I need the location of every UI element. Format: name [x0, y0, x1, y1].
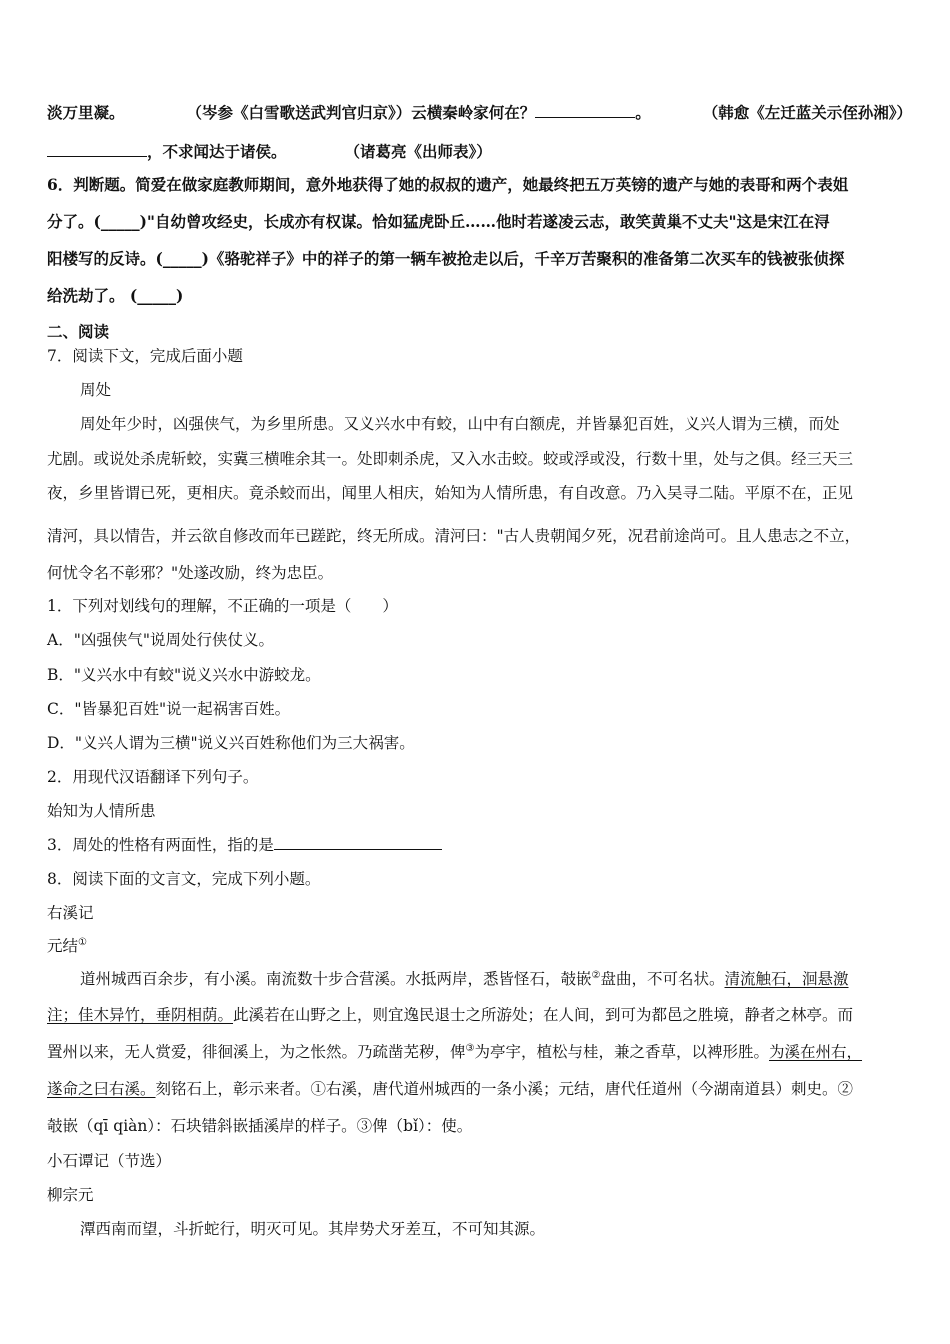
- q5-line-1: [47, 101, 913, 123]
- q7-sub2-question: 2．用现代汉语翻译下列句子。: [47, 768, 259, 786]
- q5-source-cen-can: （岑参《白雪歌送武判官归京》）云横秦岭家何在？: [186, 103, 536, 122]
- author-name: 元结: [47, 937, 79, 955]
- passage-text: 置州以来，无人赏爱，徘徊溪上，为之怅然。乃疏凿芜秽，俾: [47, 1043, 466, 1061]
- passage-text: 刻铭石上，彰示来者。①右溪，唐代道州城西的一条小溪；元结，唐代任道州（今湖南道县）刺史。②: [155, 1080, 854, 1098]
- q7-passage-title: 周处: [80, 381, 112, 399]
- q6-line-3: 阳楼写的反诗。(_____)《骆驼祥子》中的祥子的第一辆车被抢走以后，千辛万苦聚积的准备第二次买车的钱被张侦探: [47, 249, 845, 268]
- q8-passage-line: [47, 1040, 910, 1062]
- footnote-marker: ③: [465, 1042, 475, 1054]
- q7-sub1-option-b[interactable]: B．"义兴水中有蛟"说义兴水中游蛟龙。: [47, 666, 321, 684]
- q8-author-1: [47, 934, 910, 956]
- answer-blank[interactable]: [274, 834, 442, 851]
- q8-passage-line: 潭西南而望，斗折蛇行，明灭可见。其岸势犬牙差互，不可知其源。: [80, 1220, 546, 1238]
- q8-intro: 8．阅读下面的文言文，完成下列小题。: [47, 870, 321, 888]
- q7-passage-line: 何忧令名不彰邪？"处遂改励，终为忠臣。: [47, 564, 334, 582]
- q5-line-2: [47, 140, 910, 162]
- q5-text: 。: [635, 103, 651, 122]
- passage-text: 此溪若在山野之上，则宜逸民退士之所游处；在人间，到可为都邑之胜境，静者之林亭。而: [233, 1006, 854, 1024]
- underlined-sentence: 注；佳木异竹，垂阴相荫。: [47, 1006, 234, 1024]
- q7-sub2-sentence: 始知为人情所患: [47, 802, 156, 820]
- q7-passage-line: 清河，具以情告，并云欲自修改而年已蹉跎，终无所成。清河曰："古人贵朝闻夕死，况君前途尚可。且人患志之不立，: [47, 527, 861, 545]
- q8-passage-line: [80, 967, 910, 989]
- q6-line-4: 给洗劫了。 (_____): [47, 286, 184, 305]
- underlined-sentence: 清流触石，洄悬激: [724, 970, 849, 988]
- q7-sub1-option-d[interactable]: D．"义兴人谓为三横"说义兴百姓称他们为三大祸害。: [47, 734, 415, 752]
- answer-blank[interactable]: [47, 141, 147, 158]
- q5-text: ，不求闻达于诸侯。: [147, 142, 287, 161]
- footnote-marker: ②: [591, 969, 601, 981]
- passage-text: 为亭宇，植松与桂，兼之香草，以裨形胜。: [474, 1043, 769, 1061]
- q7-sub3-question: 3．周处的性格有两面性，指的是: [47, 836, 274, 854]
- underlined-sentence: 遂命之曰右溪。: [47, 1080, 156, 1098]
- q8-title-right-creek: 右溪记: [47, 904, 94, 922]
- passage-text: 盘曲，不可名状。: [600, 970, 725, 988]
- q6-line-1: 6．判断题。简爱在做家庭教师期间，意外地获得了她的叔叔的遗产，她最终把五万英镑的遗产与她的表哥和两个表姐: [47, 175, 849, 194]
- q7-sub1-option-a[interactable]: A．"凶强侠气"说周处行侠仗义。: [47, 631, 274, 649]
- q6-line-2: 分了。(_____)"自幼曾攻经史，长成亦有权谋。恰如猛虎卧丘……他时若遂凌云志，敢笑黄巢不丈夫"这是宋江在浔: [47, 212, 830, 231]
- q5-source-han-yu: （韩愈《左迁蓝关示侄孙湘》）: [702, 103, 913, 122]
- q5-source-zhuge-liang: （诸葛亮《出师表》）: [344, 142, 492, 161]
- q8-author-2: 柳宗元: [47, 1186, 94, 1204]
- underlined-sentence: 为溪在州右，: [769, 1043, 863, 1061]
- q7-sub1-option-c[interactable]: C．"皆暴犯百姓"说一起祸害百姓。: [47, 700, 291, 718]
- q7-passage-line: 夜，乡里皆谓已死，更相庆。竟杀蛟而出，闻里人相庆，始知为人情所患，有自改意。乃入吴寻二陆。平原不在，正见: [47, 484, 854, 502]
- q8-footnotes: 攲嵌（qī qiàn）：石块错斜嵌插溪岸的样子。③俾（bǐ）：使。: [47, 1117, 473, 1135]
- answer-blank[interactable]: [535, 102, 635, 119]
- passage-text: 道州城西百余步，有小溪。南流数十步合营溪。水抵两岸，悉皆怪石，攲嵌: [80, 970, 592, 988]
- q8-passage-line: [47, 1077, 910, 1099]
- section-heading-reading: 二、阅读: [47, 322, 110, 341]
- q5-text: 淡万里凝。: [47, 103, 125, 122]
- q7-passage-line: 尤剧。或说处杀虎斩蛟，实冀三横唯余其一。处即刺杀虎，又入水击蛟。蛟或浮或没，行数十里，处与之俱。经三天三: [47, 450, 854, 468]
- q7-passage-line: 周处年少时，凶强侠气，为乡里所患。又义兴水中有蛟，山中有白额虎，并皆暴犯百姓，义兴人谓为三横，而处: [80, 415, 840, 433]
- q7-sub3-line: [47, 833, 910, 855]
- q8-passage-line: [47, 1003, 910, 1025]
- q7-intro: 7．阅读下文，完成后面小题: [47, 347, 243, 365]
- footnote-marker: ①: [78, 936, 87, 948]
- q7-sub1-question: 1．下列对划线句的理解，不正确的一项是（ ）: [47, 597, 398, 615]
- q8-title-little-stone-pond: 小石谭记（节选）: [47, 1152, 172, 1170]
